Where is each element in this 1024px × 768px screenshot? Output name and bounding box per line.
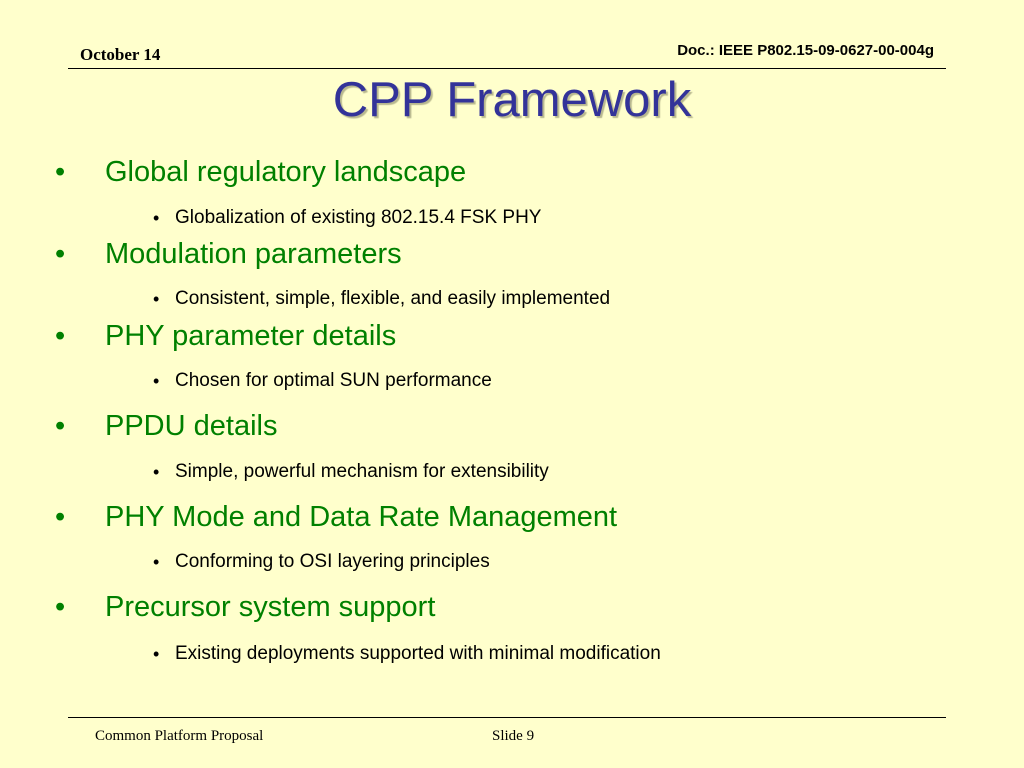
footer-divider bbox=[68, 717, 946, 718]
sub-bullet-text: Existing deployments supported with minimal modification bbox=[175, 643, 661, 664]
sub-bullet-text: Conforming to OSI layering principles bbox=[175, 551, 490, 572]
sub-bullet-marker: • bbox=[153, 552, 160, 572]
sub-bullet-text: Simple, powerful mechanism for extensibility bbox=[175, 461, 549, 482]
header-divider bbox=[68, 68, 946, 69]
bullet-text: Global regulatory landscape bbox=[105, 156, 467, 188]
bullet-text: Precursor system support bbox=[105, 591, 436, 623]
bullet-marker: • bbox=[55, 591, 66, 623]
sub-bullet-marker: • bbox=[153, 462, 160, 482]
bullet-text: PHY parameter details bbox=[105, 320, 397, 352]
header-date: October 14 bbox=[80, 45, 161, 64]
footer-slide-number: Slide 9 bbox=[492, 728, 535, 744]
sub-bullet-marker: • bbox=[153, 289, 160, 309]
sub-bullet-marker: • bbox=[153, 371, 160, 391]
bullet-marker: • bbox=[55, 156, 66, 188]
footer-presentation-title: Common Platform Proposal bbox=[95, 728, 264, 744]
bullet-marker: • bbox=[55, 238, 66, 270]
bullet-marker: • bbox=[55, 320, 66, 352]
sub-bullet-text: Globalization of existing 802.15.4 FSK PHY bbox=[175, 207, 542, 228]
sub-bullet-text: Consistent, simple, flexible, and easily implemented bbox=[175, 288, 611, 309]
bullet-text: PHY Mode and Data Rate Management bbox=[105, 501, 618, 533]
sub-bullet-text: Chosen for optimal SUN performance bbox=[175, 370, 492, 391]
bullet-marker: • bbox=[55, 501, 66, 533]
header-document-id: Doc.: IEEE P802.15-09-0627-00-004g bbox=[677, 42, 934, 59]
sub-bullet-marker: • bbox=[153, 208, 160, 228]
bullet-text: PPDU details bbox=[105, 410, 278, 442]
bullet-marker: • bbox=[55, 410, 66, 442]
bullet-text: Modulation parameters bbox=[105, 238, 402, 270]
slide-title: CPP Framework bbox=[332, 73, 692, 127]
sub-bullet-marker: • bbox=[153, 644, 160, 664]
